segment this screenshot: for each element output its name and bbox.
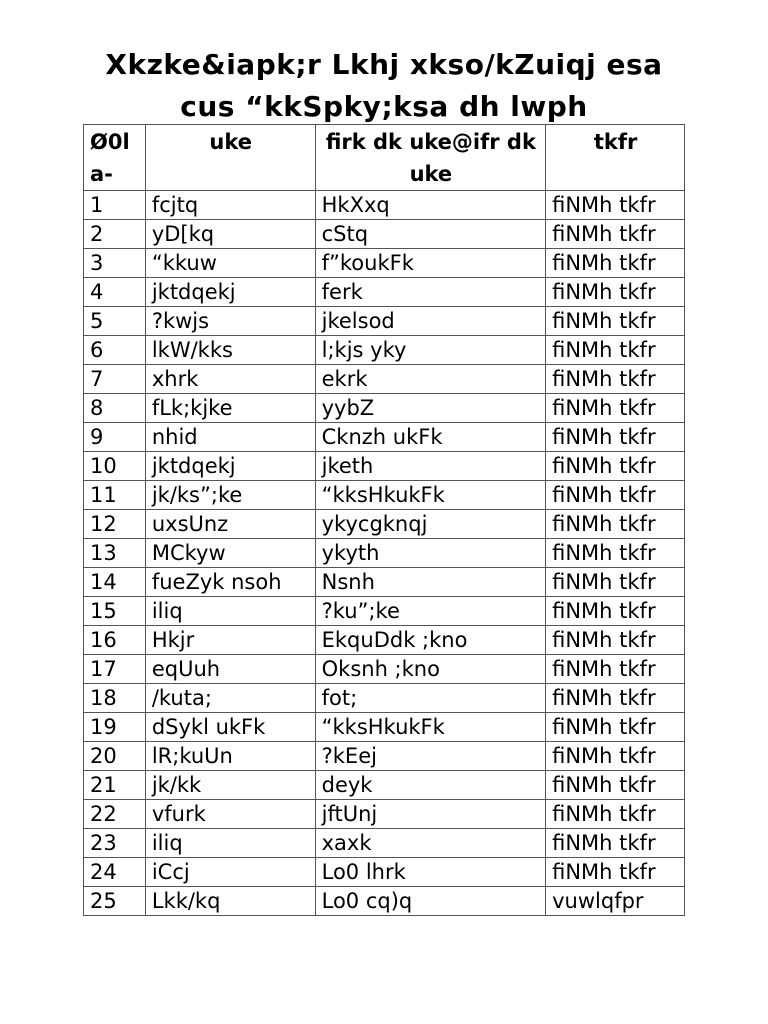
table-row xyxy=(84,452,685,481)
table-row xyxy=(84,307,685,336)
cell-father-husband-name: Nsnh xyxy=(315,568,546,597)
cell-category: fiNMh tkfr xyxy=(546,742,685,771)
cell-name: /kuta; xyxy=(145,684,315,713)
header-serial-number: Ø0la- xyxy=(84,125,146,191)
title-line-2: cus “kkSpky;ksa dh lwph xyxy=(180,90,588,123)
cell-serial-number: 9 xyxy=(84,423,146,452)
cell-category: fiNMh tkfr xyxy=(546,365,685,394)
cell-father-husband-name: ferk xyxy=(315,278,546,307)
cell-name: Hkjr xyxy=(145,626,315,655)
table-row xyxy=(84,800,685,829)
table-row xyxy=(84,191,685,220)
cell-father-husband-name: xaxk xyxy=(315,829,546,858)
cell-name: MCkyw xyxy=(145,539,315,568)
table-row xyxy=(84,713,685,742)
cell-serial-number: 24 xyxy=(84,858,146,887)
cell-name: iCcj xyxy=(145,858,315,887)
cell-category: fiNMh tkfr xyxy=(546,655,685,684)
cell-category: fiNMh tkfr xyxy=(546,336,685,365)
cell-name: jk/kk xyxy=(145,771,315,800)
cell-father-husband-name: ekrk xyxy=(315,365,546,394)
cell-name: nhid xyxy=(145,423,315,452)
table-row xyxy=(84,336,685,365)
cell-serial-number: 16 xyxy=(84,626,146,655)
cell-father-husband-name: f”koukFk xyxy=(315,249,546,278)
cell-category: fiNMh tkfr xyxy=(546,597,685,626)
cell-serial-number: 14 xyxy=(84,568,146,597)
cell-father-husband-name: ?kEej xyxy=(315,742,546,771)
cell-name: iliq xyxy=(145,829,315,858)
cell-father-husband-name: Lo0 cq)q xyxy=(315,887,546,916)
cell-name: jktdqekj xyxy=(145,452,315,481)
cell-serial-number: 18 xyxy=(84,684,146,713)
cell-father-husband-name: jketh xyxy=(315,452,546,481)
cell-name: vfurk xyxy=(145,800,315,829)
cell-serial-number: 7 xyxy=(84,365,146,394)
header-name: uke xyxy=(145,125,315,191)
cell-father-husband-name: jftUnj xyxy=(315,800,546,829)
cell-name: lR;kuUn xyxy=(145,742,315,771)
cell-name: xhrk xyxy=(145,365,315,394)
cell-name: dSykl ukFk xyxy=(145,713,315,742)
cell-father-husband-name: cStq xyxy=(315,220,546,249)
cell-father-husband-name: EkquDdk ;kno xyxy=(315,626,546,655)
cell-category: fiNMh tkfr xyxy=(546,626,685,655)
table-row xyxy=(84,887,685,916)
cell-category: fiNMh tkfr xyxy=(546,829,685,858)
cell-name: fcjtq xyxy=(145,191,315,220)
cell-serial-number: 3 xyxy=(84,249,146,278)
cell-category: fiNMh tkfr xyxy=(546,249,685,278)
table-row xyxy=(84,771,685,800)
table-row xyxy=(84,539,685,568)
cell-serial-number: 20 xyxy=(84,742,146,771)
cell-category: fiNMh tkfr xyxy=(546,771,685,800)
cell-name: fueZyk nsoh xyxy=(145,568,315,597)
table-row xyxy=(84,597,685,626)
cell-father-husband-name: yybZ xyxy=(315,394,546,423)
cell-category: fiNMh tkfr xyxy=(546,510,685,539)
table-row xyxy=(84,858,685,887)
cell-serial-number: 22 xyxy=(84,800,146,829)
table-row xyxy=(84,249,685,278)
table-row xyxy=(84,829,685,858)
cell-serial-number: 11 xyxy=(84,481,146,510)
cell-category: fiNMh tkfr xyxy=(546,191,685,220)
cell-serial-number: 4 xyxy=(84,278,146,307)
cell-name: uxsUnz xyxy=(145,510,315,539)
cell-category: fiNMh tkfr xyxy=(546,858,685,887)
cell-category: fiNMh tkfr xyxy=(546,307,685,336)
cell-serial-number: 1 xyxy=(84,191,146,220)
header-category: tkfr xyxy=(546,125,685,191)
cell-category: fiNMh tkfr xyxy=(546,394,685,423)
cell-category: fiNMh tkfr xyxy=(546,800,685,829)
table-row xyxy=(84,568,685,597)
cell-father-husband-name: l;kjs yky xyxy=(315,336,546,365)
cell-category: vuwlqfpr xyxy=(546,887,685,916)
table-row xyxy=(84,423,685,452)
title-line-1: Xkzke&iapk;r Lkhj xkso/kZuiqj esa xyxy=(105,48,663,81)
cell-father-husband-name: fot; xyxy=(315,684,546,713)
cell-name: yD[kq xyxy=(145,220,315,249)
cell-serial-number: 17 xyxy=(84,655,146,684)
cell-father-husband-name: HkXxq xyxy=(315,191,546,220)
cell-category: fiNMh tkfr xyxy=(546,423,685,452)
cell-father-husband-name: “kksHkukFk xyxy=(315,481,546,510)
cell-father-husband-name: jkelsod xyxy=(315,307,546,336)
table-row xyxy=(84,220,685,249)
cell-serial-number: 15 xyxy=(84,597,146,626)
cell-serial-number: 5 xyxy=(84,307,146,336)
cell-serial-number: 23 xyxy=(84,829,146,858)
cell-category: fiNMh tkfr xyxy=(546,220,685,249)
cell-name: iliq xyxy=(145,597,315,626)
table-row xyxy=(84,684,685,713)
cell-father-husband-name: Lo0 lhrk xyxy=(315,858,546,887)
cell-serial-number: 19 xyxy=(84,713,146,742)
cell-name: fLk;kjke xyxy=(145,394,315,423)
table-row xyxy=(84,626,685,655)
cell-father-husband-name: ykyth xyxy=(315,539,546,568)
cell-serial-number: 6 xyxy=(84,336,146,365)
cell-category: fiNMh tkfr xyxy=(546,481,685,510)
cell-name: jktdqekj xyxy=(145,278,315,307)
cell-serial-number: 10 xyxy=(84,452,146,481)
table-row xyxy=(84,394,685,423)
cell-serial-number: 8 xyxy=(84,394,146,423)
table-row xyxy=(84,365,685,394)
header-father-husband-name: firk dk uke@ifr dk uke xyxy=(315,125,546,191)
cell-serial-number: 25 xyxy=(84,887,146,916)
table-row xyxy=(84,510,685,539)
cell-father-husband-name: deyk xyxy=(315,771,546,800)
cell-father-husband-name: Cknzh ukFk xyxy=(315,423,546,452)
cell-category: fiNMh tkfr xyxy=(546,684,685,713)
table-row xyxy=(84,655,685,684)
cell-category: fiNMh tkfr xyxy=(546,539,685,568)
cell-serial-number: 2 xyxy=(84,220,146,249)
cell-category: fiNMh tkfr xyxy=(546,452,685,481)
cell-category: fiNMh tkfr xyxy=(546,568,685,597)
cell-name: ?kwjs xyxy=(145,307,315,336)
cell-name: “kkuw xyxy=(145,249,315,278)
table-body xyxy=(84,191,685,916)
cell-father-husband-name: Oksnh ;kno xyxy=(315,655,546,684)
cell-serial-number: 21 xyxy=(84,771,146,800)
cell-father-husband-name: ?ku”;ke xyxy=(315,597,546,626)
cell-name: eqUuh xyxy=(145,655,315,684)
cell-serial-number: 12 xyxy=(84,510,146,539)
cell-father-husband-name: “kksHkukFk xyxy=(315,713,546,742)
cell-name: jk/ks”;ke xyxy=(145,481,315,510)
roster-table xyxy=(83,124,685,916)
cell-father-husband-name: ykycgknqj xyxy=(315,510,546,539)
document-title xyxy=(60,44,708,128)
cell-category: fiNMh tkfr xyxy=(546,278,685,307)
table-row xyxy=(84,481,685,510)
table-row xyxy=(84,742,685,771)
cell-serial-number: 13 xyxy=(84,539,146,568)
table-row xyxy=(84,278,685,307)
table-header-row xyxy=(84,125,685,191)
cell-category: fiNMh tkfr xyxy=(546,713,685,742)
cell-name: lkW/kks xyxy=(145,336,315,365)
cell-name: Lkk/kq xyxy=(145,887,315,916)
